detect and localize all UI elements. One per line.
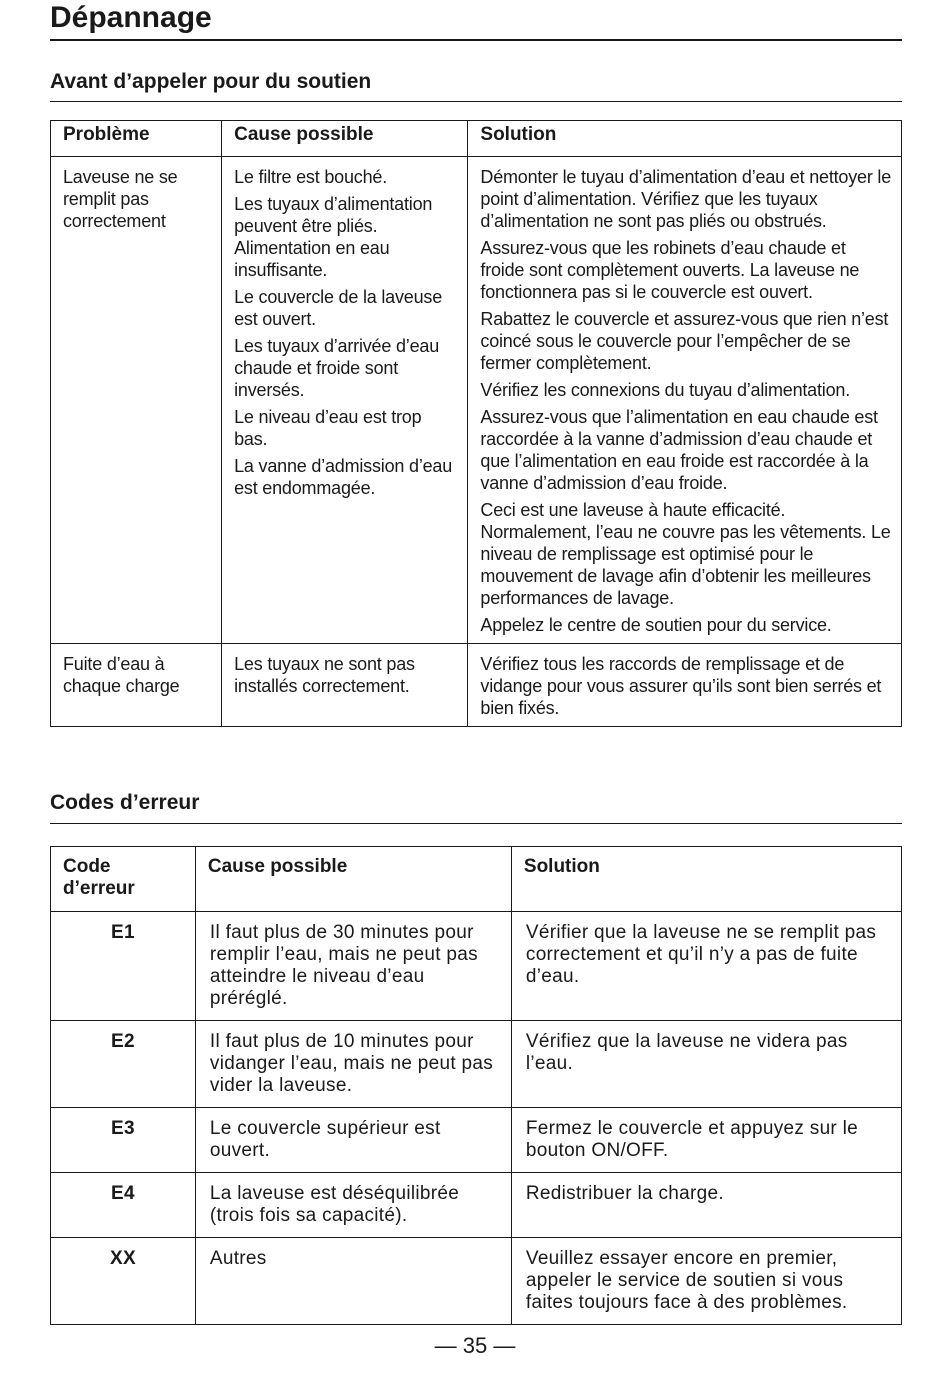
error-code: E1 (51, 912, 196, 1021)
error-codes-table (50, 846, 902, 1325)
table-row (51, 1108, 902, 1173)
solution-text: Vérifiez les connexions du tuyau d’alimentation. (480, 380, 851, 400)
troubleshooting-section-rule (50, 101, 902, 102)
solution-cell (468, 157, 902, 644)
cause-cell (222, 644, 468, 727)
cause-text: Les tuyaux d’arrivée d’eau chaude et froide sont inversés. (234, 336, 440, 400)
header-cause: Cause possible (195, 847, 511, 912)
error-code: XX (51, 1238, 196, 1325)
error-solution: Redistribuer la charge. (511, 1173, 901, 1238)
error-code: E2 (51, 1021, 196, 1108)
error-codes-section-rule (50, 823, 902, 824)
header-cause: Cause possible (222, 121, 468, 157)
troubleshooting-section-title: Avant d’appeler pour du soutien (50, 70, 372, 93)
table-header-row (51, 121, 902, 157)
error-code: E4 (51, 1173, 196, 1238)
header-solution: Solution (511, 847, 901, 912)
page-title: Dépannage (50, 1, 212, 34)
table-row (51, 157, 902, 644)
error-cause: La laveuse est déséquilibrée (trois fois sa capacité). (195, 1173, 511, 1238)
error-solution: Vérifier que la laveuse ne se remplit pas correctement et qu’il n’y a pas de fuite d’eau. (511, 912, 901, 1021)
table-row (51, 1021, 902, 1108)
header-solution: Solution (468, 121, 902, 157)
table-row (51, 912, 902, 1021)
error-cause: Le couvercle supérieur est ouvert. (195, 1108, 511, 1173)
troubleshooting-table (50, 120, 902, 727)
table-row (51, 644, 902, 727)
problem-text: Laveuse ne se remplit pas correctement (63, 167, 178, 231)
title-rule (50, 39, 902, 41)
error-cause: Il faut plus de 10 minutes pour vidanger l’eau, mais ne peut pas vider la laveuse. (195, 1021, 511, 1108)
cause-text: Les tuyaux ne sont pas installés correctement. (234, 654, 415, 696)
problem-cell (51, 157, 222, 644)
problem-text: Fuite d’eau à chaque charge (63, 654, 180, 696)
cause-cell (222, 157, 468, 644)
solution-text: Vérifiez tous les raccords de remplissage et de vidange pour vous assurer qu’ils sont bien serrés et bien fixés. (480, 654, 882, 718)
cause-text: La vanne d’admission d’eau est endommagée. (234, 456, 453, 498)
error-cause: Il faut plus de 30 minutes pour remplir l’eau, mais ne peut pas atteindre le niveau d’eau préréglé. (195, 912, 511, 1021)
error-solution: Fermez le couvercle et appuyez sur le bouton ON/OFF. (511, 1108, 901, 1173)
table-row (51, 1238, 902, 1325)
problem-cell (51, 644, 222, 727)
solution-text: Assurez-vous que les robinets d’eau chaude et froide sont complètement ouverts. La laveuse ne fonctionnera pas si le couvercle est ouvert. (480, 238, 860, 302)
cause-text: Le niveau d’eau est trop bas. (234, 407, 422, 449)
solution-text: Rabattez le couvercle et assurez-vous que rien n’est coincé sous le couvercle pour l’empêcher de se fermer complètement. (480, 309, 889, 373)
solution-text: Appelez le centre de soutien pour du service. (480, 615, 832, 635)
cause-text: Le couvercle de la laveuse est ouvert. (234, 287, 443, 329)
cause-text: Le filtre est bouché. (234, 167, 387, 187)
header-error-code: Code d’erreur (51, 847, 196, 912)
error-solution: Vérifiez que la laveuse ne videra pas l’eau. (511, 1021, 901, 1108)
solution-text: Ceci est une laveuse à haute efficacité. Normalement, l’eau ne couvre pas les vêtements. Le niveau de remplissage est optimisé pour le mouvement de lavage afin d’obtenir les meilleures performances de lavage. (480, 500, 891, 608)
error-solution: Veuillez essayer encore en premier, appeler le service de soutien si vous faites toujours face à des problèmes. (511, 1238, 901, 1325)
page-number: — 35 — (434, 1333, 516, 1358)
error-code: E3 (51, 1108, 196, 1173)
solution-cell (468, 644, 902, 727)
cause-text: Les tuyaux d’alimentation peuvent être pliés. Alimentation en eau insuffisante. (234, 194, 433, 280)
header-problem: Problème (51, 121, 222, 157)
error-codes-section-title: Codes d’erreur (50, 791, 200, 814)
table-row (51, 1173, 902, 1238)
solution-text: Démonter le tuyau d’alimentation d’eau et nettoyer le point d’alimentation. Vérifiez que les tuyaux d’alimentation ne sont pas pliés ou obstrués. (480, 167, 892, 231)
table-header-row (51, 847, 902, 912)
error-cause: Autres (195, 1238, 511, 1325)
solution-text: Assurez-vous que l’alimentation en eau chaude est raccordée à la vanne d’admission d’eau chaude et que l’alimentation en eau froide est raccordée à la vanne d’admission d’eau froide. (480, 407, 878, 493)
